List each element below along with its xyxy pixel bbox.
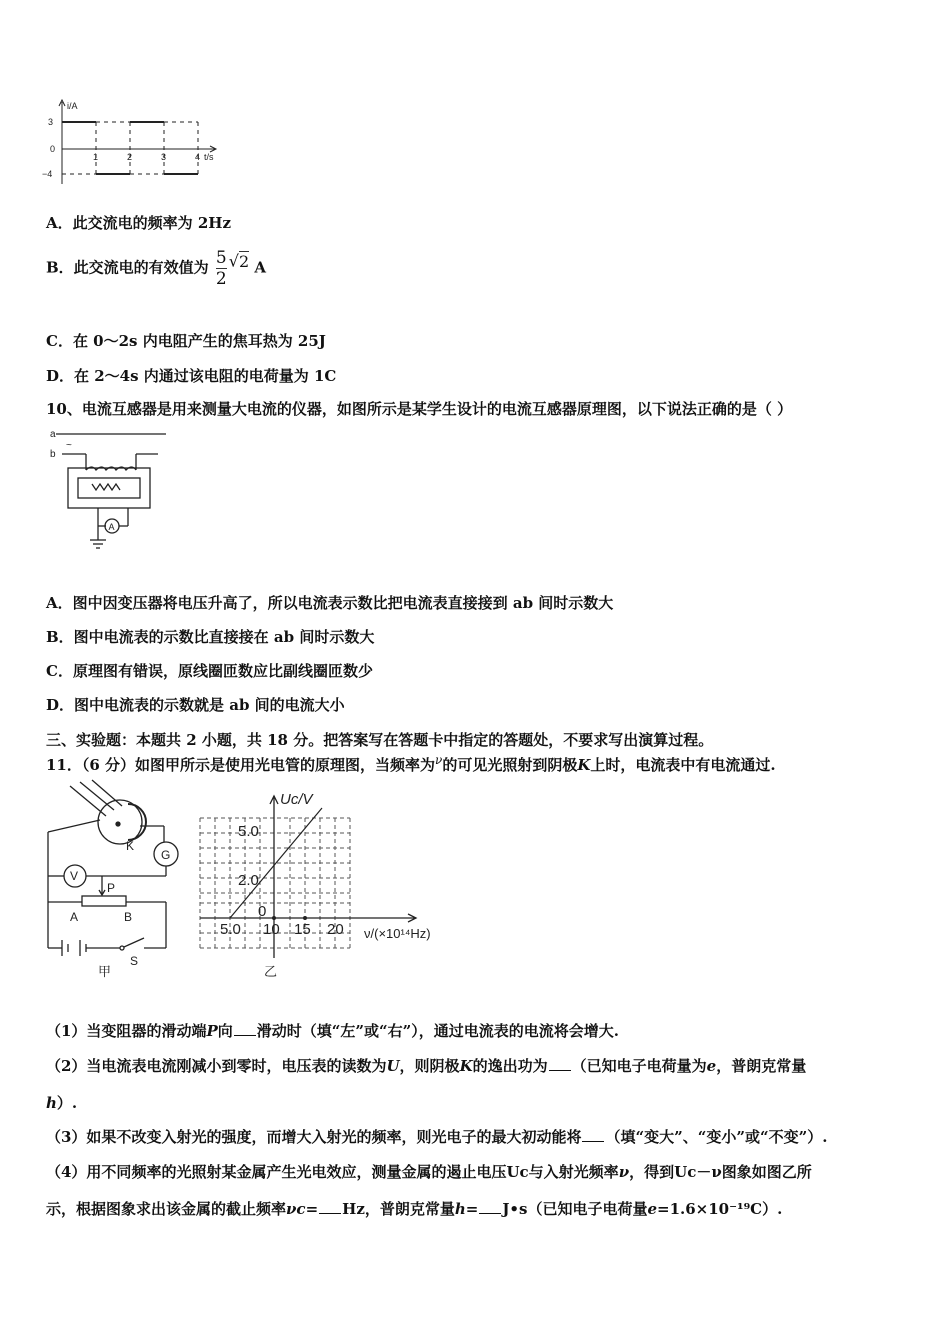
- rheostat: [82, 896, 126, 906]
- answer-blank-3[interactable]: [582, 1127, 604, 1142]
- q11-part2-f: ，普朗克常量: [716, 1057, 807, 1075]
- q11-stem-part3: 上时，电流表中有电流通过.: [590, 756, 776, 774]
- q11-stem-part1: 11．（6 分）如图甲所示是使用光电管的原理图，当频率为: [46, 756, 436, 774]
- ac-symbol: ~: [66, 440, 72, 451]
- q11-part4: [46, 1161, 812, 1182]
- answer-blank-4[interactable]: [319, 1199, 341, 1214]
- section-3-heading: 三、实验题：本题共 2 小题，共 18 分。把答案写在答题卡中指定的答题处，不要求写出演算过程。: [46, 731, 714, 749]
- equals-2: =: [465, 1200, 479, 1218]
- q11-part3: [46, 1126, 827, 1147]
- q11-part4-b: 与入射光频率: [528, 1163, 619, 1181]
- ammeter-label: A: [108, 522, 115, 532]
- q10-stem: 10、电流互感器是用来测量大电流的仪器，如图所示是某学生设计的电流互感器原理图，以下说法正确的是（ ）: [46, 400, 793, 418]
- label-v: V: [70, 869, 79, 883]
- x-axis-label: t/s: [204, 152, 214, 162]
- x-tick-1: 1: [93, 152, 99, 162]
- q11-part4-cont: [46, 1198, 782, 1219]
- fraction-numerator: 5: [215, 248, 227, 268]
- q11-part2-d: （已知电子电荷量为: [571, 1057, 707, 1075]
- y-tick-neg4: −4: [42, 169, 53, 179]
- x-tick-5: 5.0: [220, 921, 241, 938]
- label-b: B: [124, 910, 133, 924]
- x-tick-2: 2: [127, 152, 133, 162]
- cutoff-frequency-symbol: νc: [286, 1200, 306, 1218]
- label-g: G: [161, 848, 171, 862]
- q11-part2-b: ，则阴极: [399, 1057, 460, 1075]
- x-tick-dot-10: [272, 916, 276, 920]
- q11-stem: [46, 753, 776, 775]
- fraction: [216, 248, 227, 289]
- nu-symbol: ν: [435, 753, 443, 767]
- q11-part4-f: 示，根据图象求出该金属的截止频率: [46, 1200, 287, 1218]
- q11-part2-a: （2）当电流表电流刚减小到零时，电压表的读数为: [46, 1057, 387, 1075]
- planck-h-2: h: [454, 1200, 466, 1218]
- photocell-circuit: [40, 780, 190, 980]
- label-s: S: [130, 954, 139, 968]
- answer-blank-1[interactable]: [234, 1021, 256, 1036]
- q9-option-b-unit: A: [254, 258, 267, 277]
- q9-option-c: C．在 0～2s 内电阻产生的焦耳热为 25J: [46, 332, 326, 350]
- q11-part1-a: （1）当变阻器的滑动端: [46, 1022, 207, 1040]
- sqrt-radicand: 2: [238, 251, 250, 271]
- q11-part3-a: （3）如果不改变入射光的强度，而增大入射光的频率，则光电子的最大初动能将: [46, 1128, 582, 1146]
- sqrt: √2: [228, 251, 250, 271]
- q11-part2-c: 的逸出功为: [472, 1057, 548, 1075]
- q11-part4-c: ，得到: [629, 1163, 675, 1181]
- x-tick-15: 15: [294, 921, 311, 938]
- slider-p: P: [206, 1022, 218, 1040]
- cathode-k-2: K: [459, 1057, 473, 1075]
- q11-part3-b: （填“变大”、“变小”或“不变”）.: [605, 1128, 828, 1146]
- equals-1: =: [305, 1200, 319, 1218]
- q9-option-d: D．在 2～4s 内通过该电阻的电荷量为 1C: [46, 367, 337, 385]
- q11-part1: [46, 1020, 619, 1041]
- q11-part2-cont: [46, 1092, 77, 1113]
- q10-option-c: C．原理图有错误，原线圈匝数应比副线圈匝数少: [46, 662, 373, 680]
- y-tick-3: 3: [48, 117, 54, 127]
- x-tick-4: 4: [195, 152, 201, 162]
- secondary-coil: [92, 484, 120, 490]
- y-tick-2: 2.0: [238, 872, 259, 889]
- current-time-graph: [40, 96, 240, 191]
- q11-part2: [46, 1055, 806, 1076]
- q11-part1-c: 滑动时（填“左”或“右”），通过电流表的电流将会增大.: [256, 1022, 619, 1040]
- answer-blank-2[interactable]: [549, 1056, 571, 1071]
- y-axis-label: i/A: [67, 101, 78, 111]
- x-tick-20: 20: [327, 921, 344, 938]
- q9-option-b-text: B．此交流电的有效值为: [46, 258, 209, 277]
- label-a: A: [70, 910, 79, 924]
- q10-option-a: A．图中因变压器将电压升高了，所以电流表示数比把电流表直接接到 ab 间时示数大: [46, 594, 614, 612]
- nu-symbol-2: ν: [618, 1163, 630, 1181]
- iron-core: [68, 468, 150, 508]
- caption-yi: 乙: [264, 964, 278, 979]
- switch: [124, 938, 144, 947]
- x-tick-dot-15: [303, 916, 307, 920]
- q11-part2-g: ）.: [56, 1094, 78, 1112]
- uc-nu-graph-name: Uc－ν: [674, 1163, 722, 1181]
- terminal-b: b: [50, 449, 56, 460]
- charge-e-2: e: [647, 1200, 658, 1218]
- q10-option-d: D．图中电流表的示数就是 ab 间的电流大小: [46, 696, 345, 714]
- q11-part1-b: 向: [217, 1022, 233, 1040]
- stopping-voltage-graph: [194, 790, 474, 980]
- q11-part4-hz: Hz，普朗克常量: [342, 1200, 455, 1218]
- q10-option-b: B．图中电流表的示数比直接接在 ab 间时示数大: [46, 628, 375, 646]
- y-tick-0: 0: [258, 903, 267, 920]
- q11-part4-js: J•s（已知电子电荷量: [502, 1200, 648, 1218]
- q9-option-a: A．此交流电的频率为 2Hz: [46, 214, 231, 232]
- q11-part4-a: （4）用不同频率的光照射某金属产生光电效应，测量金属的遏止电压: [46, 1163, 507, 1181]
- x-tick-3: 3: [161, 152, 167, 162]
- q11-part4-e: 图象如图乙所: [721, 1163, 812, 1181]
- uc-symbol: Uc: [506, 1163, 529, 1181]
- q9-option-b: [46, 248, 266, 289]
- charge-value: =1.6×10⁻¹⁹C）.: [657, 1200, 783, 1218]
- x-tick-10: 10: [263, 921, 280, 938]
- y-tick-0: 0: [50, 144, 56, 154]
- planck-h: h: [46, 1094, 57, 1112]
- x-axis-label: ν/(×10¹⁴Hz): [364, 926, 431, 941]
- charge-e: e: [706, 1057, 717, 1075]
- caption-jia: 甲: [98, 964, 112, 979]
- voltage-u: U: [386, 1057, 400, 1075]
- fraction-denominator: 2: [215, 269, 227, 289]
- label-p: P: [107, 881, 116, 895]
- cathode-k: K: [577, 756, 591, 774]
- q11-stem-part2: 的可见光照射到阴极: [442, 756, 578, 774]
- terminal-a: a: [50, 429, 56, 440]
- label-k: K: [126, 839, 135, 853]
- current-transformer-diagram: [44, 426, 174, 556]
- y-axis-label: Uc/V: [280, 791, 313, 808]
- y-tick-5: 5.0: [238, 823, 259, 840]
- answer-blank-5[interactable]: [479, 1199, 501, 1214]
